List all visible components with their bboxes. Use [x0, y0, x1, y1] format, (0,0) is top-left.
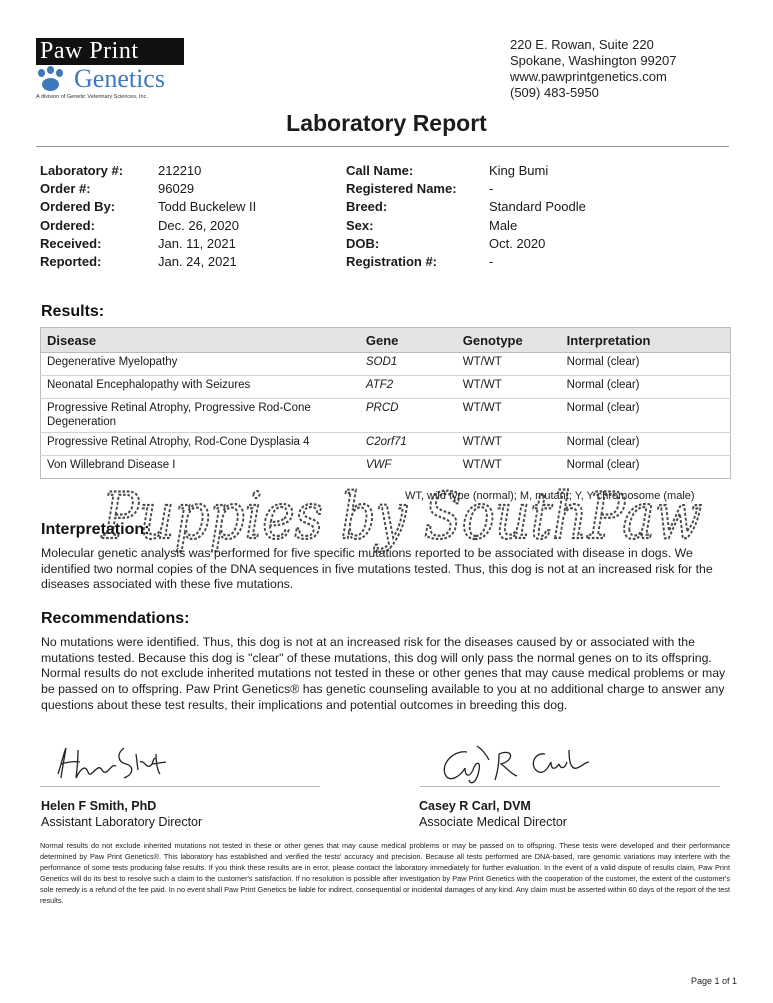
interpretation-cell: Normal (clear)	[561, 376, 731, 399]
results-heading: Results:	[41, 303, 105, 320]
disease-cell: Neonatal Encephalopathy with Seizures	[41, 376, 360, 399]
logo-wordmark-top: Paw Print	[36, 38, 184, 65]
dog-info-row	[346, 235, 586, 253]
interpretation-cell: Normal (clear)	[561, 353, 731, 376]
logo-wordmark-bottom: Genetics	[74, 64, 165, 93]
order-info-value: 212210	[158, 163, 202, 178]
report-title: Laboratory Report	[286, 110, 487, 136]
dog-info-label: Registered Name:	[346, 181, 457, 197]
order-info-value: Todd Buckelew II	[158, 199, 257, 215]
genotype-cell: WT/WT	[457, 456, 561, 479]
interpretation-cell: Normal (clear)	[561, 433, 731, 456]
order-info-label: Reported:	[40, 254, 102, 270]
dog-info-value: -	[489, 181, 494, 197]
signatory-title: Associate Medical Director	[419, 815, 567, 829]
watermark-text: Puppies by SouthPaw	[101, 480, 702, 554]
order-info-value: Jan. 24, 2021	[158, 254, 237, 270]
dog-info-row	[346, 162, 586, 180]
gene-cell: ATF2	[360, 376, 457, 399]
dog-info-value: Oct. 2020	[489, 235, 546, 251]
dog-info-value: Standard Poodle	[489, 199, 586, 215]
gene-cell: SOD1	[360, 353, 457, 376]
order-info-value: 96029	[158, 181, 195, 197]
signatory-name: Helen F Smith, PhD	[41, 799, 157, 813]
interpretation-text: Molecular genetic analysis was performed for five specific mutations reported to be associated with disease in dogs. We identified two normal copies of the DNA sequences in five mutations tested. Thus, this dog is not at an increased risk for the diseases associated with these five mutations.	[41, 546, 713, 592]
table-row	[41, 353, 731, 376]
disease-cell: Progressive Retinal Atrophy, Rod-Cone Dysplasia 4	[41, 433, 360, 456]
dog-info-value: -	[489, 254, 494, 270]
address-web: www.pawprintgenetics.com	[510, 69, 667, 84]
lab-address	[510, 37, 676, 101]
dog-info-row	[346, 180, 586, 198]
paw-icon	[36, 66, 74, 92]
recommendations-heading: Recommendations:	[41, 610, 190, 627]
dog-info-label: Call Name:	[346, 163, 414, 178]
interpretation-cell: Normal (clear)	[561, 456, 731, 479]
order-info-row	[40, 217, 256, 235]
genotype-cell: WT/WT	[457, 399, 561, 433]
signature-casey-carl	[435, 740, 595, 788]
column-header-interpretation: Interpretation	[561, 328, 731, 353]
interpretation-heading: Interpretation:	[41, 521, 150, 538]
order-info-label: Order #:	[40, 181, 91, 197]
dog-info-row	[346, 198, 586, 216]
recommendations-text: No mutations were identified. Thus, this dog is not at an increased risk for the diseases caused by or associated with the mutations tested. Because this dog is "clear" of these mutations, this dog will only pass the normal genes on to its offspring. Normal results do not exclude inherited mutations not tested in these or other genes that may cause medical problems or may be passed on to offspring. Paw Print Genetics® has genetic counseling available to you at no additional charge to answer any questions about these test results, their implications and potential outcomes in breeding this dog.	[41, 635, 726, 712]
title-divider	[36, 146, 729, 147]
order-info	[40, 162, 256, 271]
genotype-cell: WT/WT	[457, 376, 561, 399]
interpretation-cell: Normal (clear)	[561, 399, 731, 433]
dog-info-value: King Bumi	[489, 163, 549, 178]
column-header-genotype: Genotype	[457, 328, 561, 353]
order-info-label: Received:	[40, 235, 102, 251]
order-info-label: Ordered By:	[40, 199, 116, 215]
disease-cell: Von Willebrand Disease I	[41, 456, 360, 479]
order-info-row	[40, 180, 256, 198]
genotype-legend: WT, wild type (normal); M, mutant; Y, Y chromosome (male)	[405, 490, 695, 502]
table-row	[41, 456, 731, 479]
column-header-disease: Disease	[41, 328, 360, 353]
order-info-row	[40, 198, 256, 216]
disease-cell: Degenerative Myelopathy	[41, 353, 360, 376]
disclaimer-text: Normal results do not exclude inherited mutations not tested in these or other genes that may cause medical problems or may be passed on to offspring. These tests were developed and their performance determined by Paw Print Genetics®. This laboratory has established and verified the tests' accuracy and precision. Because all tests performed are DNA-based, rare genomic variations may interfere with the performance of some tests producing false results. If you think these results are in error, please contact the laboratory immediately for further evaluation. In the event of a valid dispute of results claim, Paw Print Genetics will do its best to resolve such a claim to the customer's satisfaction. If no resolution is possible after investigation by Paw Print Genetics with the cooperation of the customer, the extent of the customer's sole remedy is a refund of the fee paid. In no event shall Paw Print Genetics be liable for indirect, consequential or incidental damages of any kind. Any claim must be asserted within 60 days of the report of the test results.	[40, 841, 730, 905]
dog-info	[346, 162, 586, 271]
order-info-row	[40, 253, 256, 271]
dog-info-row	[346, 253, 586, 271]
genotype-cell: WT/WT	[457, 433, 561, 456]
table-row	[41, 376, 731, 399]
order-info-label: Ordered:	[40, 217, 95, 233]
page-number: Page 1 of 1	[690, 976, 737, 986]
address-phone: (509) 483-5950	[510, 85, 599, 100]
company-logo	[36, 38, 184, 100]
results-header-row	[41, 328, 731, 353]
signature-helen-smith	[52, 740, 182, 784]
signatory-title: Assistant Laboratory Director	[41, 815, 203, 829]
address-street: 220 E. Rowan, Suite 220	[510, 37, 654, 52]
signature-line-left	[40, 786, 320, 787]
dog-info-row	[346, 217, 586, 235]
dog-info-value: Male	[489, 217, 518, 233]
signature-line-right	[420, 786, 720, 787]
dog-info-label: Sex:	[346, 217, 374, 233]
results-table	[40, 327, 731, 479]
disease-cell: Progressive Retinal Atrophy, Progressive Rod-Cone Degeneration	[41, 399, 360, 433]
table-row	[41, 399, 731, 433]
gene-cell: VWF	[360, 456, 457, 479]
genotype-cell: WT/WT	[457, 353, 561, 376]
logo-tagline: A division of Genetic Veterinary Sciences, Inc.	[36, 94, 148, 100]
signatory-name: Casey R Carl, DVM	[419, 799, 531, 813]
dog-info-label: Registration #:	[346, 254, 438, 270]
order-info-row	[40, 235, 256, 253]
order-info-label: Laboratory #:	[40, 163, 124, 178]
gene-cell: PRCD	[360, 399, 457, 433]
dog-info-label: Breed:	[346, 199, 388, 215]
table-row	[41, 433, 731, 456]
dog-info-label: DOB:	[346, 235, 380, 251]
gene-cell: C2orf71	[360, 433, 457, 456]
order-info-value: Jan. 11, 2021	[158, 235, 236, 251]
column-header-gene: Gene	[360, 328, 457, 353]
order-info-value: Dec. 26, 2020	[158, 217, 239, 233]
address-city: Spokane, Washington 99207	[510, 53, 677, 68]
order-info-row	[40, 162, 256, 180]
